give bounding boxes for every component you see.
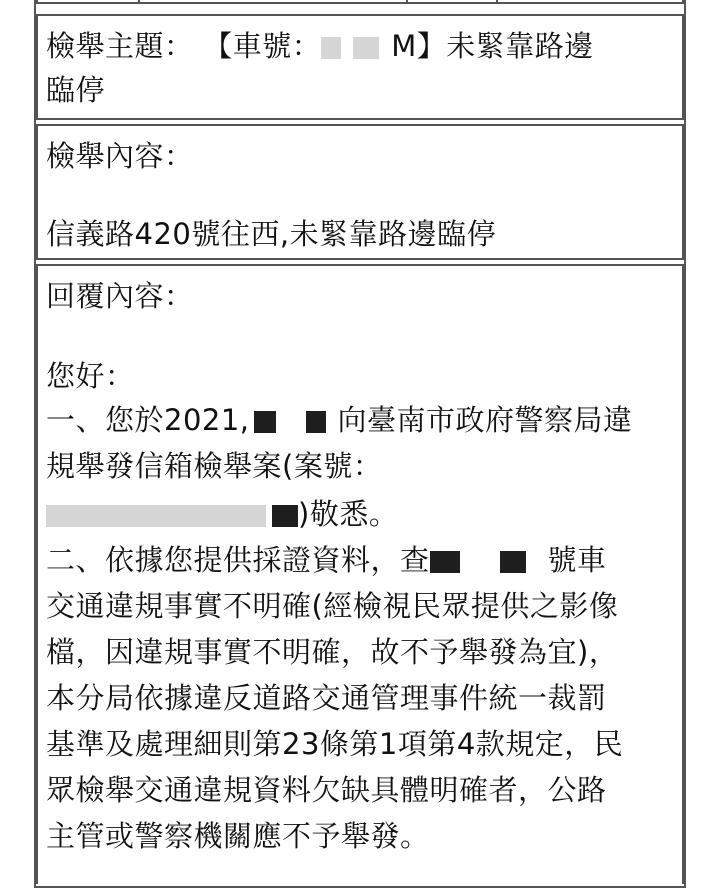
date-redaction xyxy=(254,411,276,433)
paragraph-1-line-3 xyxy=(46,492,398,536)
reply-cell xyxy=(36,264,684,884)
subject-title-line2: 臨停 xyxy=(46,73,106,107)
paragraph-2-line-6: 眾檢舉交通違規資料欠缺具體明確者，公路 xyxy=(46,773,607,807)
reply-label: 回覆內容： xyxy=(46,279,194,313)
plate-redaction xyxy=(353,37,379,59)
p1-text-b: 向臺南市政府警察局違 xyxy=(337,403,633,437)
content-label: 檢舉內容： xyxy=(46,139,194,173)
previous-row-cell xyxy=(36,0,684,4)
paragraph-2-line-4: 本分局依據違反道路交通管理事件統一裁罰 xyxy=(46,681,607,715)
plate-tail-text: M】 xyxy=(391,29,447,63)
paragraph-2-line-5: 基準及處理細則第23條第1項第4款規定，民 xyxy=(46,727,624,761)
p1-text-a: 一、您於2021, xyxy=(46,403,250,437)
p1-line3-tail: )敬悉。 xyxy=(298,497,399,531)
paragraph-2-line-3: 檔，因違規事實不明確，故不予舉發為宜)， xyxy=(46,635,619,669)
case-number-redaction xyxy=(272,505,298,527)
content-text: 信義路420號往西,未緊靠路邊臨停 xyxy=(46,217,497,251)
subject-line xyxy=(46,24,594,68)
date-redaction xyxy=(306,411,326,433)
plate-redaction xyxy=(321,37,341,59)
case-number-redaction xyxy=(46,505,266,527)
subject-title: 未緊靠路邊 xyxy=(446,29,594,63)
column-divider xyxy=(138,0,140,4)
content-cell xyxy=(36,124,684,260)
greeting: 您好： xyxy=(46,359,135,393)
paragraph-1-line-2: 規舉發信箱檢舉案(案號： xyxy=(46,449,383,483)
subject-cell xyxy=(36,14,684,120)
column-divider xyxy=(406,0,408,4)
subject-label: 檢舉主題： xyxy=(46,29,194,63)
column-divider xyxy=(496,0,498,4)
plate-redaction xyxy=(500,551,526,573)
paragraph-2-line-7: 主管或警察機關應不予舉發。 xyxy=(46,819,430,853)
paragraph-1-line-1 xyxy=(46,398,633,442)
plate-open-text: 【車號： xyxy=(203,29,322,63)
p2-text-b: 號車 xyxy=(547,543,607,577)
p2-text-a: 二、依據您提供採證資料，查 xyxy=(46,543,430,577)
plate-redaction xyxy=(430,551,460,573)
paragraph-2-line-2: 交通違規事實不明確(經檢視民眾提供之影像 xyxy=(46,589,619,623)
paragraph-2-line-1 xyxy=(46,538,607,582)
